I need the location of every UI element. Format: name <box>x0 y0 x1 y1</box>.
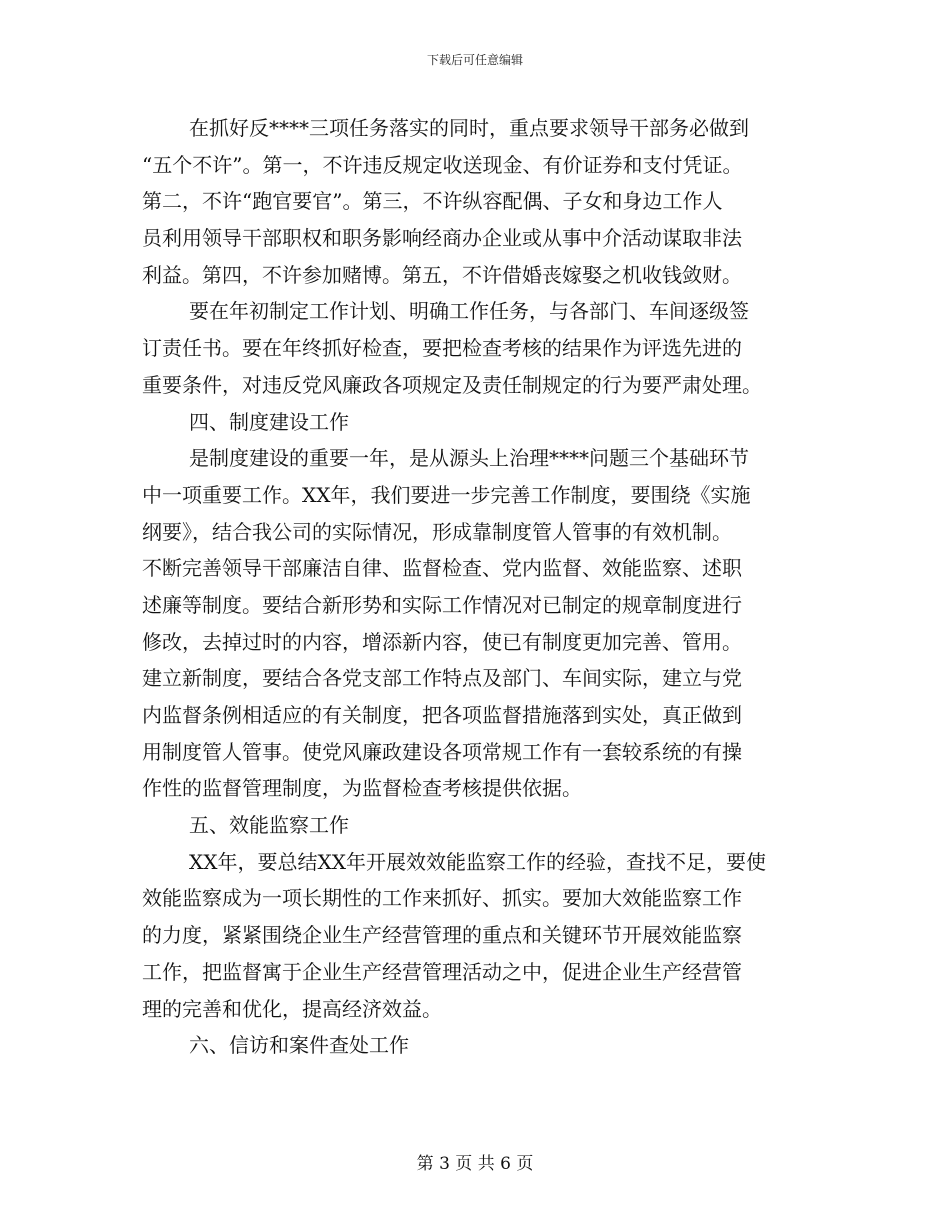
text-line: 在抓好反****三项任务落实的同时，重点要求领导干部务必做到 <box>189 116 749 140</box>
text-line: 内监督条例相适应的有关制度，把各项监督措施落到实处，真正做到 <box>142 703 742 727</box>
text-line: 第二，不许“跑官要官”。第三，不许纵容配偶、子女和身边工作人 <box>142 189 723 214</box>
text-line: 员利用领导干部职权和职务影响经商办企业或从事中介活动谋取非法 <box>142 226 742 251</box>
text-line: “五个不许”。第一，不许违反规定收送现金、有价证券和支付凭证。 <box>142 152 743 177</box>
text-line: 不断完善领导干部廉洁自律、监督检查、党内监督、效能监察、述职 <box>142 556 742 581</box>
text-line: 要在年初制定工作计划、明确工作任务，与各部门、车间逐级签 <box>189 299 749 324</box>
text-line: 是制度建设的重要一年，是从源头上治理****问题三个基础环节 <box>189 446 749 471</box>
text-line: XX年，要总结XX年开展效效能监察工作的经验，查找不足，要使 <box>189 849 766 874</box>
text-line: 理的完善和优化，提高经济效益。 <box>142 996 442 1021</box>
text-line: 重要条件，对违反党风廉政各项规定及责任制规定的行为要严肃处理。 <box>142 372 762 397</box>
text-line: 用制度管人管事。使党风廉政建设各项常规工作有一套较系统的有操 <box>142 739 742 764</box>
text-line: 六、信访和案件查处工作 <box>189 1033 409 1058</box>
text-line: 订责任书。要在年终抓好检查，要把检查考核的结果作为评选先进的 <box>142 336 742 361</box>
text-line: 利益。第四，不许参加赌博。第五，不许借婚丧嫁娶之机收钱敛财。 <box>142 262 742 287</box>
text-line: 工作，把监督寓于企业生产经营管理活动之中，促进企业生产经营管 <box>142 959 742 984</box>
text-line: 效能监察成为一项长期性的工作来抓好、抓实。要加大效能监察工作 <box>142 886 742 911</box>
text-line: 的力度，紧紧围绕企业生产经营管理的重点和关键环节开展效能监察 <box>142 923 742 948</box>
text-line: 建立新制度，要结合各党支部工作特点及部门、车间实际，建立与党 <box>142 666 742 691</box>
text-line: 纲要》，结合我公司的实际情况，形成靠制度管人管事的有效机制。 <box>142 519 732 544</box>
text-line: 作性的监督管理制度，为监督检查考核提供依据。 <box>142 776 582 801</box>
text-line: 修改，去掉过时的内容，增添新内容，使已有制度更加完善、管用。 <box>142 629 742 654</box>
text-line: 述廉等制度。要结合新形势和实际工作情况对已制定的规章制度进行 <box>142 592 742 617</box>
text-line: 中一项重要工作。XX年，我们要进一步完善工作制度，要围绕《实施 <box>142 482 751 507</box>
page-footer: 第 3 页 共 6 页 <box>416 1154 534 1174</box>
text-line: 五、效能监察工作 <box>189 813 349 838</box>
page-header: 下载后可任意编辑 <box>426 53 523 67</box>
text-line: 四、制度建设工作 <box>189 409 349 434</box>
document-body <box>142 110 812 1064</box>
